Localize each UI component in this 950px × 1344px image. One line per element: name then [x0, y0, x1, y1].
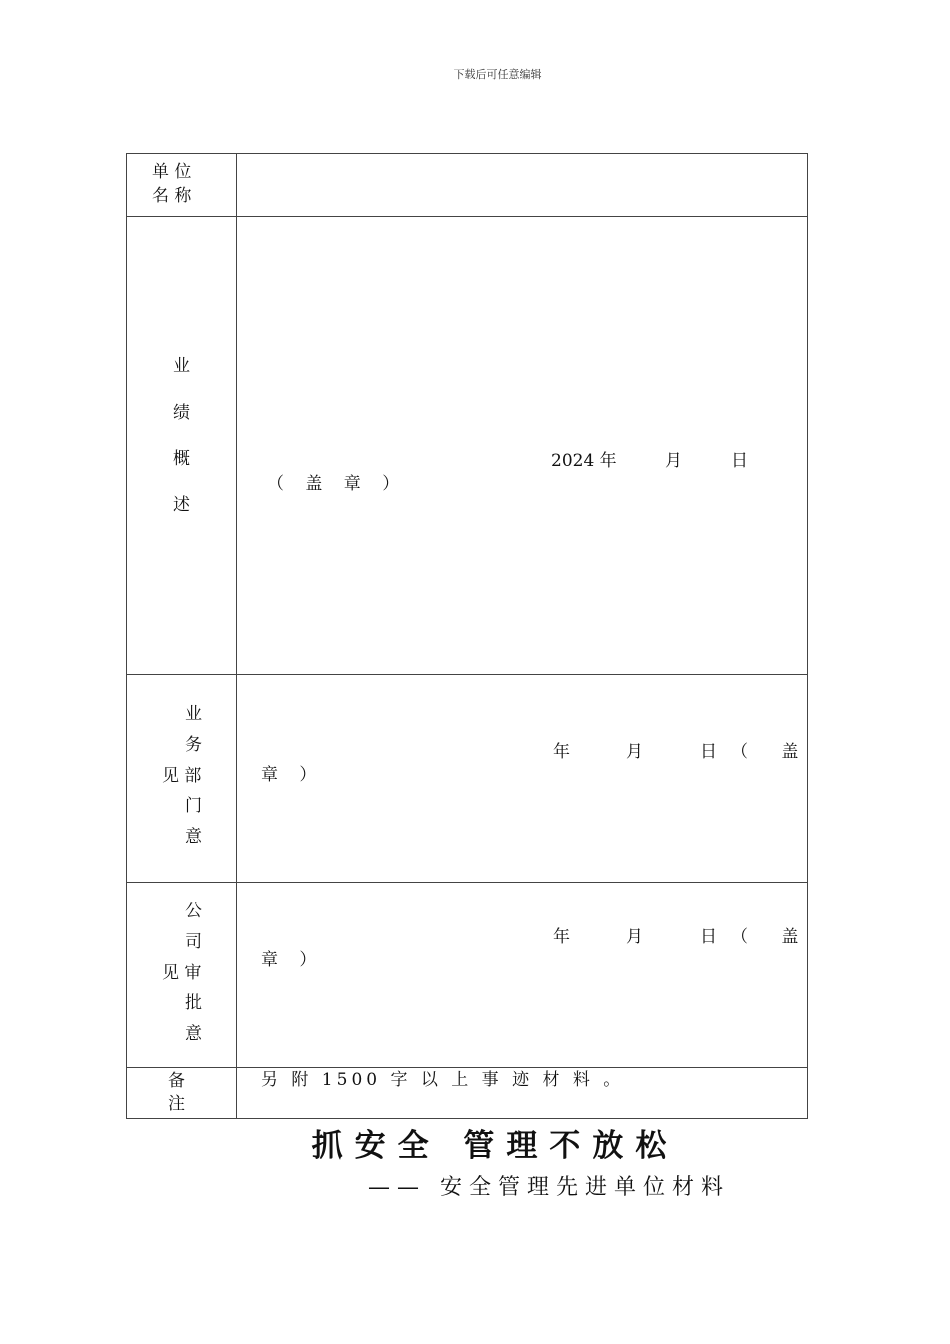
label-line: 批: [185, 993, 202, 1013]
label-unit-name-line1: 单 位: [152, 162, 192, 182]
field-achievements[interactable]: [237, 217, 808, 675]
header-note: 下载后可任意编辑: [453, 68, 542, 81]
label-remarks-line2: 注: [168, 1094, 185, 1114]
label-line: 见 审: [162, 963, 202, 983]
application-form: [126, 153, 813, 1119]
label-char: 述: [173, 495, 190, 515]
document-subtitle: —— 安全管理先进单位材料: [368, 1175, 730, 1200]
label-company-approval: [127, 883, 237, 1068]
date-month: 月: [665, 451, 682, 471]
date-day: 日（ 盖: [700, 742, 813, 762]
date-year: 2024 年: [551, 451, 617, 471]
label-line: 务: [185, 735, 202, 755]
row-remarks: [127, 1068, 808, 1119]
label-dept-opinion: [127, 675, 237, 883]
row-unit-name: [127, 154, 808, 217]
label-remarks: [127, 1068, 237, 1119]
seal-text: 章 ）: [261, 950, 325, 970]
row-company-approval: [127, 883, 808, 1068]
label-char: 绩: [173, 403, 190, 423]
label-line: 门: [185, 796, 202, 816]
label-remarks-line1: 备: [168, 1071, 185, 1091]
label-line: 见 部: [162, 766, 202, 786]
date-year: 年: [553, 742, 570, 762]
field-company-approval[interactable]: [237, 883, 813, 1068]
seal-text: （ 盖 章 ）: [267, 474, 408, 494]
label-line: 业: [185, 704, 202, 724]
label-char: 概: [173, 449, 190, 469]
field-unit-name[interactable]: [237, 154, 808, 217]
row-dept-opinion: [127, 675, 808, 883]
label-achievements: [127, 217, 237, 675]
label-line: 司: [185, 932, 202, 952]
label-unit-name: [127, 154, 237, 217]
label-unit-name-line2: 名 称: [152, 186, 192, 206]
date-month: 月: [626, 742, 643, 762]
seal-text: 章 ）: [261, 765, 325, 785]
label-char: 业: [173, 356, 190, 376]
remarks-text: 另 附 1500 字 以 上 事 迹 材 料 。: [261, 1070, 625, 1090]
date-day: 日: [731, 451, 748, 471]
label-line: 公: [185, 901, 202, 921]
date-year: 年: [553, 927, 570, 947]
label-line: 意: [185, 827, 202, 847]
date-month: 月: [626, 927, 643, 947]
date-day: 日（ 盖: [700, 927, 813, 947]
document-title: 抓安全 管理不放松: [311, 1128, 679, 1164]
label-line: 意: [185, 1024, 202, 1044]
field-remarks[interactable]: [237, 1068, 808, 1119]
field-dept-opinion[interactable]: [237, 675, 813, 883]
row-achievements: [127, 217, 808, 675]
